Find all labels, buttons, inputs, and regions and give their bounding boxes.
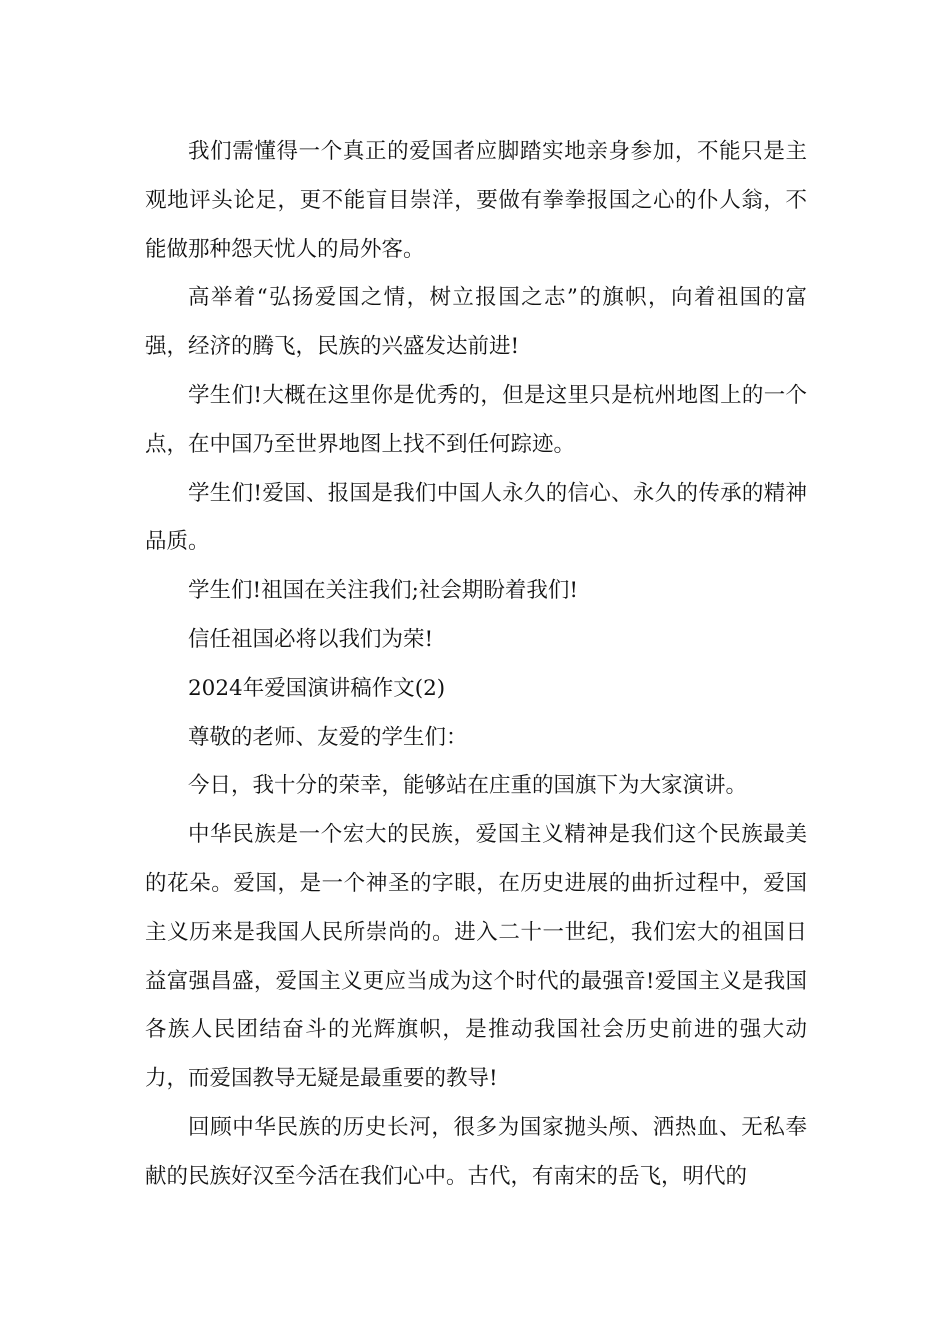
paragraph: 学生们!祖国在关注我们;社会期盼着我们!: [188, 578, 579, 604]
paragraph: 回顾中华民族的历史长河，很多为国家抛头颅、洒热血、无私奉献的民族好汉至今活在我们心中。古代，有南宋的岳飞，明代的: [145, 1114, 807, 1189]
paragraph: 我们需懂得一个真正的爱国者应脚踏实地亲身参加，不能只是主观地评头论足，更不能盲目崇洋，要做有拳拳报国之心的仆人翁，不能做那种怨天忧人的局外客。: [145, 139, 807, 262]
section-heading: 2024年爱国演讲稿作文(2): [188, 675, 446, 701]
paragraph: 今日，我十分的荣幸，能够站在庄重的国旗下为大家演讲。: [188, 773, 748, 799]
paragraph: 信任祖国必将以我们为荣!: [188, 626, 434, 652]
paragraph: 学生们!大概在这里你是优秀的，但是这里只是杭州地图上的一个点，在中国乃至世界地图上找不到任何踪迹。: [145, 382, 807, 457]
document-body: [145, 128, 807, 1202]
salutation: 尊敬的老师、友爱的学生们：: [188, 724, 468, 750]
paragraph: 高举着“弘扬爱国之情，树立报国之志”的旗帜，向着祖国的富强，经济的腾飞，民族的兴盛发达前进!: [145, 285, 807, 360]
paragraph: 学生们!爱国、报国是我们中国人永久的信心、永久的传承的精神品质。: [145, 480, 807, 555]
paragraph: 中华民族是一个宏大的民族，爱国主义精神是我们这个民族最美的花朵。爱国，是一个神圣的字眼，在历史进展的曲折过程中，爱国主义历来是我国人民所崇尚的。进入二十一世纪，我们宏大的祖国日益富强昌盛，爱国主义更应当成为这个时代的最强音!爱国主义是我国各族人民团结奋斗的光辉旗帜，是推动我国社会历史前进的强大动力，而爱国教导无疑是最重要的教导!: [145, 822, 807, 1092]
